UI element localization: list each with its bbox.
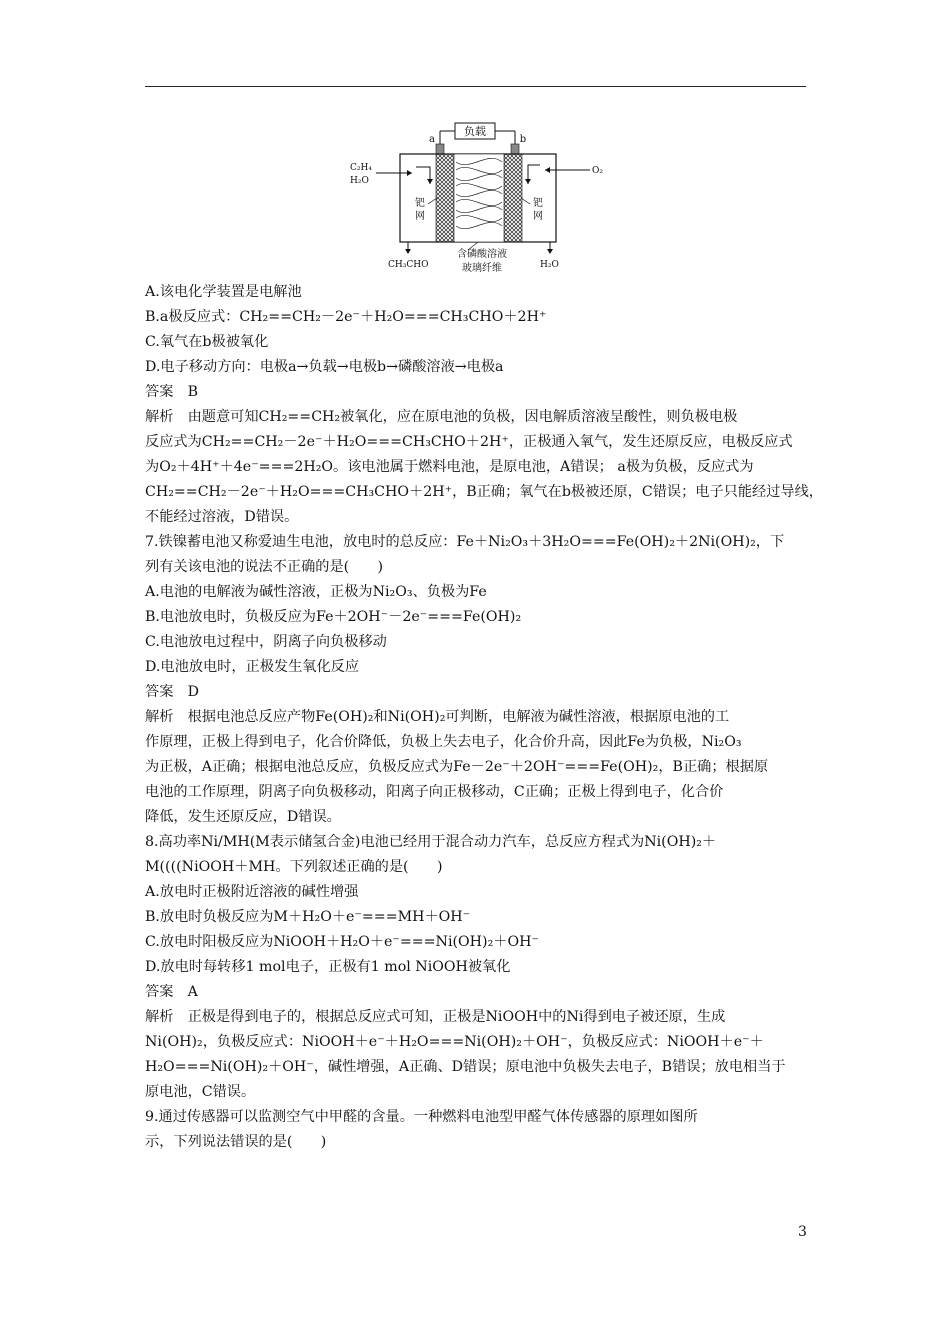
document-body xyxy=(145,280,823,1155)
question-7: 7.铁镍蓄电池又称爱迪生电池，放电时的总反应：Fe＋Ni₂O₃＋3H₂O===Fe(OH)₂＋2Ni(OH)₂，下 xyxy=(145,534,785,550)
option-a: A.电池的电解液为碱性溶液，正极为Ni₂O₃、负极为Fe xyxy=(145,584,487,600)
answer: 答案 B xyxy=(145,384,198,400)
analysis-line: CH₂==CH₂－2e⁻＋H₂O===CH₃CHO＋2H⁺，B正确；氧气在b极被还原，C错误；电子只能经过导线， xyxy=(145,484,823,500)
option-d: D.电子移动方向：电极a→负载→电极b→磷酸溶液→电极a xyxy=(145,359,504,375)
outlet-right-label: H₂O xyxy=(540,260,559,270)
analysis-line: 反应式为CH₂==CH₂－2e⁻＋H₂O===CH₃CHO＋2H⁺，正极通入氧气，发生还原反应，电极反应式 xyxy=(145,434,793,450)
answer: 答案 A xyxy=(145,984,198,1000)
pd-right-1: 钯 xyxy=(533,198,543,209)
question-8: M((((NiOOH＋MH。下列叙述正确的是( ) xyxy=(145,859,443,875)
fuel-cell-diagram xyxy=(340,120,620,276)
analysis-line: 解析 根据电池总反应产物Fe(OH)₂和Ni(OH)₂可判断，电解液为碱性溶液，根据原电池的工 xyxy=(145,709,730,725)
analysis-line: 作原理，正极上得到电子，化合价降低，负极上失去电子，化合价升高，因此Fe为负极，Ni₂O₃ xyxy=(145,734,742,750)
option-c: C.放电时阳极反应为NiOOH＋H₂O＋e⁻===Ni(OH)₂＋OH⁻ xyxy=(145,934,539,950)
membrane-label-1: 含磷酸溶液 xyxy=(457,249,507,260)
question-9: 示，下列说法错误的是( ) xyxy=(145,1134,327,1150)
option-d: D.电池放电时，正极发生氧化反应 xyxy=(145,659,360,675)
header-rule xyxy=(145,86,806,87)
load-label: 负载 xyxy=(464,125,486,138)
analysis-line: 为正极，A正确；根据电池总反应，负极反应式为Fe－2e⁻＋2OH⁻===Fe(OH)₂，B正确；根据原 xyxy=(145,759,769,775)
electrode-b-label: b xyxy=(519,134,527,145)
pd-left-2: 网 xyxy=(415,211,425,222)
analysis-line: 不能经过溶液，D错误。 xyxy=(145,509,299,525)
analysis-line: 为O₂＋4H⁺＋4e⁻===2H₂O。该电池属于燃料电池，是原电池，A错误； a极为负极，反应式为 xyxy=(145,459,754,475)
option-b: B.a极反应式：CH₂==CH₂－2e⁻＋H₂O===CH₃CHO＋2H⁺ xyxy=(145,309,547,325)
answer: 答案 D xyxy=(145,684,199,700)
membrane-label-2: 玻璃纤维 xyxy=(462,263,502,274)
option-a: A.该电化学装置是电解池 xyxy=(145,284,302,300)
question-9: 9.通过传感器可以监测空气中甲醛的含量。一种燃料电池型甲醛气体传感器的原理如图所 xyxy=(145,1109,698,1125)
question-7: 列有关该电池的说法不正确的是( ) xyxy=(145,559,384,575)
analysis-line: 解析 正极是得到电子的，根据总反应式可知，正极是NiOOH中的Ni得到电子被还原，生成 xyxy=(145,1009,726,1025)
option-b: B.放电时负极反应为M＋H₂O＋e⁻===MH＋OH⁻ xyxy=(145,909,471,925)
option-b: B.电池放电时，负极反应为Fe＋2OH⁻－2e⁻===Fe(OH)₂ xyxy=(145,609,522,625)
pd-left-1: 钯 xyxy=(415,198,425,209)
analysis-line: 电池的工作原理，阴离子向负极移动，阳离子向正极移动，C正确；正极上得到电子，化合价 xyxy=(145,784,724,800)
electrode-b xyxy=(504,154,522,242)
inlet-left-line2: H₂O xyxy=(350,176,369,186)
inlet-right-label: O₂ xyxy=(592,166,603,176)
option-c: C.电池放电过程中，阴离子向负极移动 xyxy=(145,634,387,650)
electrode-a-label: a xyxy=(429,134,435,145)
option-c: C.氧气在b极被氧化 xyxy=(145,334,269,350)
pd-right-2: 网 xyxy=(533,211,543,222)
membrane xyxy=(454,154,504,242)
analysis-line: 降低，发生还原反应，D错误。 xyxy=(145,809,341,825)
inlet-left-line1: C₂H₄ xyxy=(350,163,372,173)
analysis-line: 解析 由题意可知CH₂==CH₂被氧化，应在原电池的负极，因电解质溶液呈酸性，则负极电极 xyxy=(145,409,738,425)
analysis-line: H₂O===Ni(OH)₂＋OH⁻，碱性增强，A正确、D错误；原电池中负极失去电子，B错误；放电相当于 xyxy=(145,1059,786,1075)
option-d: D.放电时每转移1 mol电子，正极有1 mol NiOOH被氧化 xyxy=(145,959,511,975)
question-8: 8.高功率Ni/MH(M表示储氢合金)电池已经用于混合动力汽车，总反应方程式为Ni(OH)₂＋ xyxy=(145,834,717,850)
electrode-a xyxy=(436,154,454,242)
analysis-line: Ni(OH)₂，负极反应式：NiOOH＋e⁻＋H₂O===Ni(OH)₂＋OH⁻，负极反应式：NiOOH＋e⁻＋ xyxy=(145,1034,764,1050)
option-a: A.放电时正极附近溶液的碱性增强 xyxy=(145,884,359,900)
page-number: 3 xyxy=(798,1224,807,1240)
analysis-line: 原电池，C错误。 xyxy=(145,1084,256,1100)
outlet-left-label: CH₃CHO xyxy=(388,260,429,270)
